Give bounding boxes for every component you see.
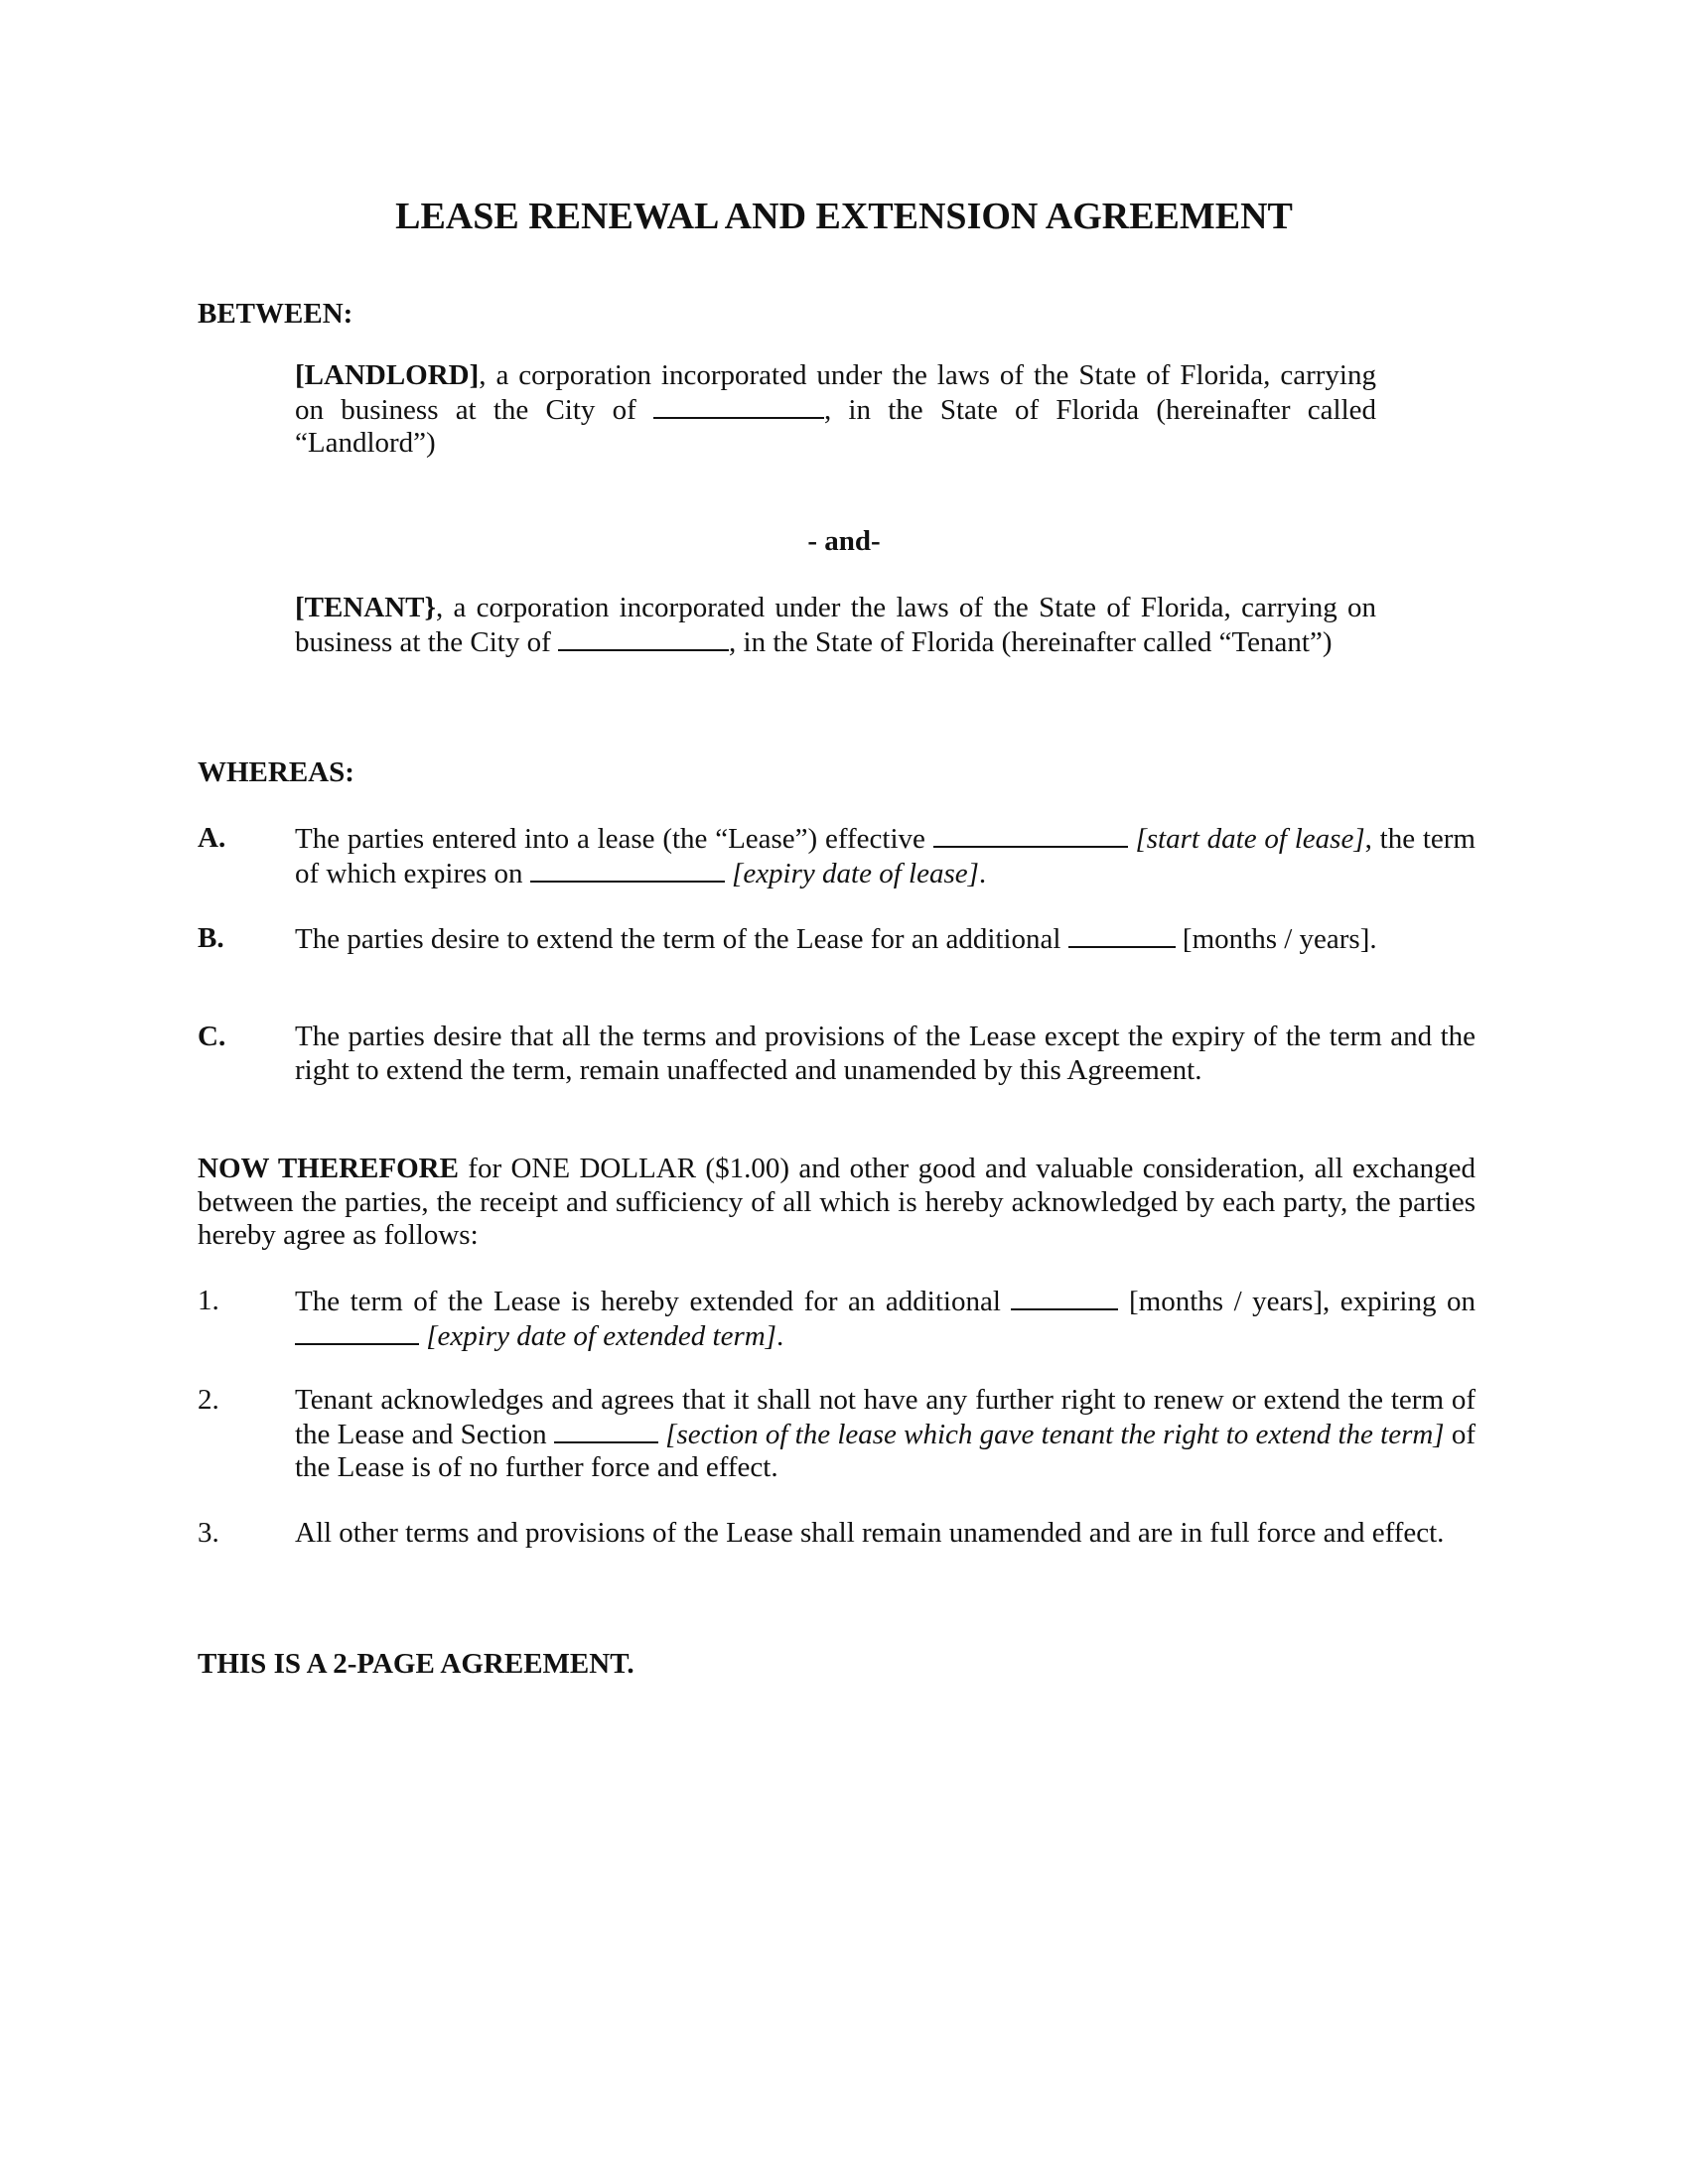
recital-label: B. <box>198 922 224 954</box>
hint: [expiry date of lease] <box>732 857 979 889</box>
footer-note: THIS IS A 2-PAGE AGREEMENT. <box>198 1648 634 1680</box>
tenant-name: [TENANT} <box>295 592 436 623</box>
text: . <box>775 1319 784 1352</box>
section-blank[interactable] <box>554 1418 658 1443</box>
text: [months / years]. <box>1175 923 1377 955</box>
text: , the term of which expires on <box>295 823 1476 889</box>
now-therefore-paragraph <box>198 1153 1476 1253</box>
clause-text: All other terms and provisions of the Lease shall remain unamended and are in full force and effect. <box>295 1517 1445 1549</box>
recital-text: The parties desire that all the terms and provisions of the Lease except the expiry of the term and the right to extend the term, remain unaffected and unamended by this Agreement. <box>295 1021 1476 1086</box>
tenant-text: , a corporation incorporated under the laws of the State of Florida, carrying on business at the City of <box>295 592 1376 658</box>
text: The parties desire to extend the term of the Lease for an additional <box>295 923 1068 955</box>
tenant-paragraph <box>295 592 1376 659</box>
extension-period-blank[interactable] <box>1011 1285 1118 1310</box>
landlord-paragraph <box>295 359 1376 461</box>
expiry-date-blank[interactable] <box>530 857 725 883</box>
clause-label: 1. <box>198 1285 219 1316</box>
document-title: LEASE RENEWAL AND EXTENSION AGREEMENT <box>395 196 1293 237</box>
landlord-name: [LANDLORD] <box>295 359 480 391</box>
text: The term of the Lease is hereby extended for an additional <box>295 1286 1012 1317</box>
text: of the Lease is of no further force and effect. <box>295 1418 1477 1483</box>
text: [months / years], expiring on <box>1118 1286 1476 1317</box>
text: . <box>978 857 987 889</box>
extension-period-blank[interactable] <box>1068 922 1176 948</box>
whereas-heading: WHEREAS: <box>198 756 354 788</box>
recital-label: A. <box>198 822 226 854</box>
extended-expiry-blank[interactable] <box>295 1319 419 1345</box>
landlord-text-2: , in the State of Florida (hereinafter called “Landlord”) <box>295 393 1377 459</box>
clause-label: 3. <box>198 1517 219 1549</box>
text: Tenant acknowledges and agrees that it shall not have any further right to renew or extend the term of the Lease and Section <box>295 1384 1476 1450</box>
clause-text <box>295 1285 1476 1353</box>
recital-text <box>295 922 1476 957</box>
recital-text <box>295 822 1476 890</box>
tenant-city-blank[interactable] <box>558 625 729 651</box>
clause-text <box>295 1384 1476 1485</box>
between-heading: BETWEEN: <box>198 298 353 330</box>
text: for ONE DOLLAR ($1.00) and other good and valuable consideration, all exchanged between the parties, the receipt and sufficiency of all which is hereby acknowledged by each party, the parties hereby agree as follows: <box>198 1153 1476 1251</box>
hint: [section of the lease which gave tenant the right to extend the term] <box>657 1418 1445 1450</box>
text: The parties entered into a lease (the “Lease”) effective <box>295 823 933 855</box>
now-therefore-lead: NOW THEREFORE <box>198 1153 459 1184</box>
hint: [start date of lease] <box>1135 823 1365 855</box>
landlord-city-blank[interactable] <box>653 393 824 419</box>
hint: [expiry date of extended term] <box>426 1319 776 1352</box>
start-date-blank[interactable] <box>933 822 1128 848</box>
tenant-text-2: , in the State of Florida (hereinafter called “Tenant”) <box>729 625 1333 658</box>
and-separator: - and- <box>807 525 881 557</box>
clause-label: 2. <box>198 1384 219 1416</box>
recital-label: C. <box>198 1021 226 1052</box>
landlord-text: , a corporation incorporated under the laws of the State of Florida, carrying on business at the City of <box>295 359 1376 426</box>
